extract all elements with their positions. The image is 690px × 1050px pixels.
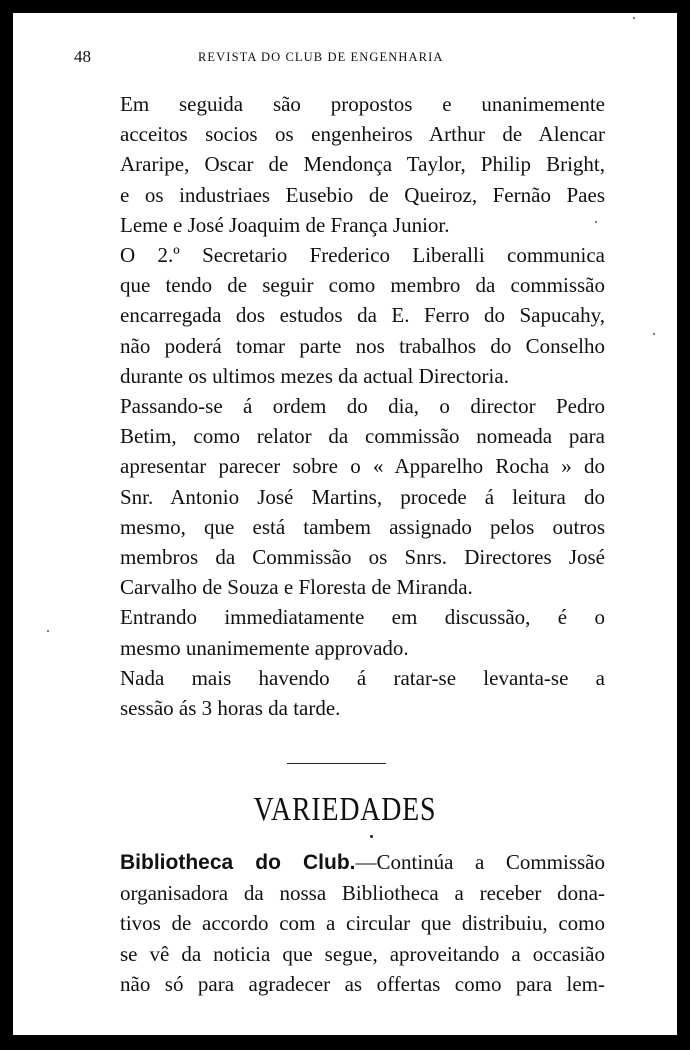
paragraph (74, 602, 605, 662)
section-text (74, 847, 605, 999)
text-line: Entrando immediatamente em discussão, é o (120, 605, 605, 630)
text-line: mesmo, que está tambem assignado pelos outros (120, 514, 605, 539)
text-line: Nada mais havendo á ratar-se levanta-se a (120, 665, 605, 690)
page-number: 48 (74, 47, 91, 66)
text-line: O 2.º Secretario Frederico Liberalli communica (120, 243, 605, 268)
paragraph (74, 663, 605, 723)
text-line: não só para agradecer as offertas como para lem- (120, 971, 605, 996)
ink-speck (633, 17, 635, 19)
paragraph (74, 89, 605, 240)
text-line: sessão ás 3 horas da tarde. (120, 696, 341, 721)
text-line: não poderá tomar parte nos trabalhos do Conselho (120, 333, 605, 358)
text-line: organisadora da nossa Bibliotheca a receber dona- (120, 881, 605, 906)
lead-continuation: —Continúa a Commissão (355, 850, 605, 874)
ink-speck (370, 835, 373, 838)
text-line: e os industriaes Eusebio de Queiroz, Fernão Paes (120, 182, 605, 207)
running-head: REVISTA DO CLUB DE ENGENHARIA (198, 50, 444, 64)
text-line: mesmo unanimemente approvado. (120, 635, 409, 660)
text-line: Passando-se á ordem do dia, o director Pedro (120, 394, 605, 419)
paragraph (74, 847, 605, 999)
text-line: Araripe, Oscar de Mendonça Taylor, Philip Bright, (120, 152, 605, 177)
book-page (13, 13, 677, 1035)
text-line: Carvalho de Souza e Floresta de Miranda. (120, 575, 473, 600)
ink-speck (595, 221, 597, 223)
text-line: membros da Commissão os Snrs. Directores José (120, 545, 605, 570)
text-line: Snr. Antonio José Martins, procede á leitura do (120, 484, 605, 509)
text-line: encarregada dos estudos da E. Ferro do Sapucahy, (120, 303, 605, 328)
minutes-text (74, 89, 605, 723)
section-divider (287, 763, 386, 764)
paragraph (74, 391, 605, 602)
text-line: que tendo de seguir como membro da commissão (120, 273, 605, 298)
text-line: tivos de accordo com a circular que distribuiu, como (120, 911, 605, 936)
text-line: apresentar parecer sobre o « Apparelho Rocha » do (120, 454, 605, 479)
text-line: acceitos socios os engenheiros Arthur de Alencar (120, 122, 605, 147)
section-lead: Bibliotheca do Club. (120, 851, 356, 874)
ink-speck (653, 333, 655, 335)
text-line: se vê da noticia que segue, aproveitando a occasião (120, 941, 605, 966)
text-line: durante os ultimos mezes da actual Directoria. (120, 363, 509, 388)
section-title: VARIEDADES (253, 791, 437, 828)
page-header (74, 47, 524, 69)
text-line: Betim, como relator da commissão nomeada para (120, 424, 605, 449)
paragraph (74, 240, 605, 391)
text-line: Leme e José Joaquim de França Junior. (120, 212, 450, 237)
ink-speck (47, 630, 49, 632)
text-line (74, 847, 605, 878)
text-line: Em seguida são propostos e unanimemente (120, 92, 605, 116)
